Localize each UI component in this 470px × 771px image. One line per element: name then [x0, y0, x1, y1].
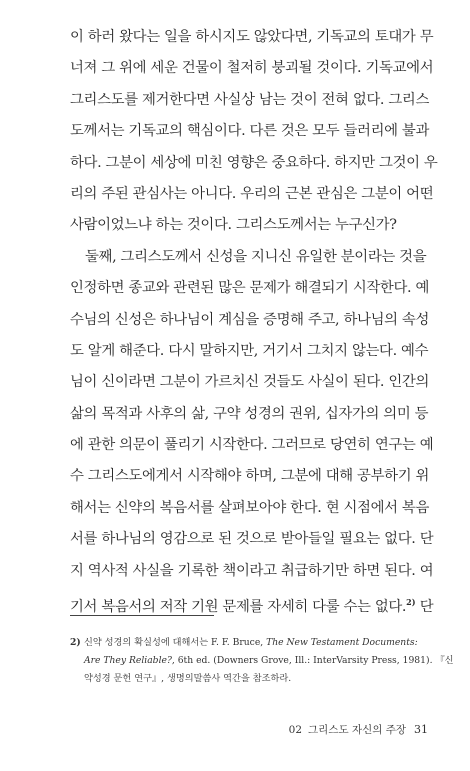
footnote-line [70, 670, 426, 688]
footnote [70, 634, 454, 688]
footnote-divider [70, 615, 214, 616]
footnote-line [70, 634, 426, 652]
text-line: 수 그리스도에게서 시작해야 하며, 그분에 대해 공부하기 위 [70, 468, 430, 485]
text-line-segment: 기서 복음서의 저작 기원 문제를 자세히 다룰 수는 없다. [70, 599, 407, 616]
body-text [70, 22, 438, 618]
footnote-book-title: Are They Reliable? [84, 655, 172, 666]
footnote-line [70, 652, 454, 670]
footnote-text: , 6th ed. (Downers Grove, Ill.: InterVarsity Press, 1981). 『신 [171, 655, 454, 666]
text-line: 리의 주된 관심사는 아니다. 우리의 근본 관심은 그분이 어떤 [70, 185, 434, 202]
text-line: 이 하러 왔다는 일을 하시지도 않았다면, 기독교의 토대가 무 [70, 29, 434, 45]
text-line: 사람이었느냐 하는 것이다. 그리스도께서는 누구신가? [70, 217, 397, 234]
text-line: 둘째, 그리스도께서 신성을 지니신 유일한 분이라는 것을 [85, 248, 427, 265]
running-footer [289, 722, 428, 737]
text-line-segment: 단 [419, 599, 434, 616]
page-number: 31 [414, 723, 428, 736]
footnote-ref[interactable]: 2) [406, 597, 416, 608]
text-line: 님이 신이라면 그분이 가르치신 것들도 사실이 된다. 인간의 [70, 374, 430, 391]
text-line: 도께서는 기독교의 핵심이다. 다른 것은 모두 들러리에 불과 [70, 123, 430, 140]
text-line: 도 알게 해준다. 다시 말하지만, 거기서 그치지 않는다. 예수 [70, 342, 429, 359]
footnote-book-title: The New Testament Documents: [266, 637, 418, 648]
text-line: 그리스도를 제거한다면 사실상 남는 것이 전혀 없다. 그리스 [70, 91, 430, 108]
text-line-with-footnote-ref [70, 587, 434, 618]
text-line: 인정하면 종교와 관련된 많은 문제가 해결되기 시작한다. 예 [70, 280, 430, 297]
footnote-text: 신약 성경의 확실성에 대해서는 F. F. Bruce, [84, 637, 267, 648]
footnote-text: 약성경 문헌 연구』, 생명의말씀사 역간을 참조하라. [84, 673, 292, 684]
text-line: 삶의 목적과 사후의 삶, 구약 성경의 권위, 십자가의 의미 등 [70, 405, 429, 422]
footnote-marker: 2) [70, 637, 81, 648]
text-line: 해서는 신약의 복음서를 살펴보아야 한다. 현 시점에서 복음 [70, 499, 430, 516]
chapter-title: 그리스도 자신의 주장 [308, 724, 406, 736]
chapter-number: 02 [288, 724, 303, 736]
text-line: 하다. 그분이 세상에 미친 영향은 중요하다. 하지만 그것이 우 [70, 154, 438, 171]
text-line: 서를 하나님의 영감으로 된 것으로 받아들일 필요는 없다. 단 [70, 531, 434, 548]
text-line: 지 역사적 사실을 기록한 책이라고 취급하기만 하면 된다. 여 [70, 562, 434, 579]
text-line: 수님의 신성은 하나님이 계심을 증명해 주고, 하나님의 속성 [70, 311, 430, 328]
text-line: 에 관한 의문이 풀리기 시작한다. 그러므로 당연히 연구는 예 [70, 437, 434, 454]
text-line: 너져 그 위에 세운 건물이 철저히 붕괴될 것이다. 기독교에서 [70, 60, 434, 77]
